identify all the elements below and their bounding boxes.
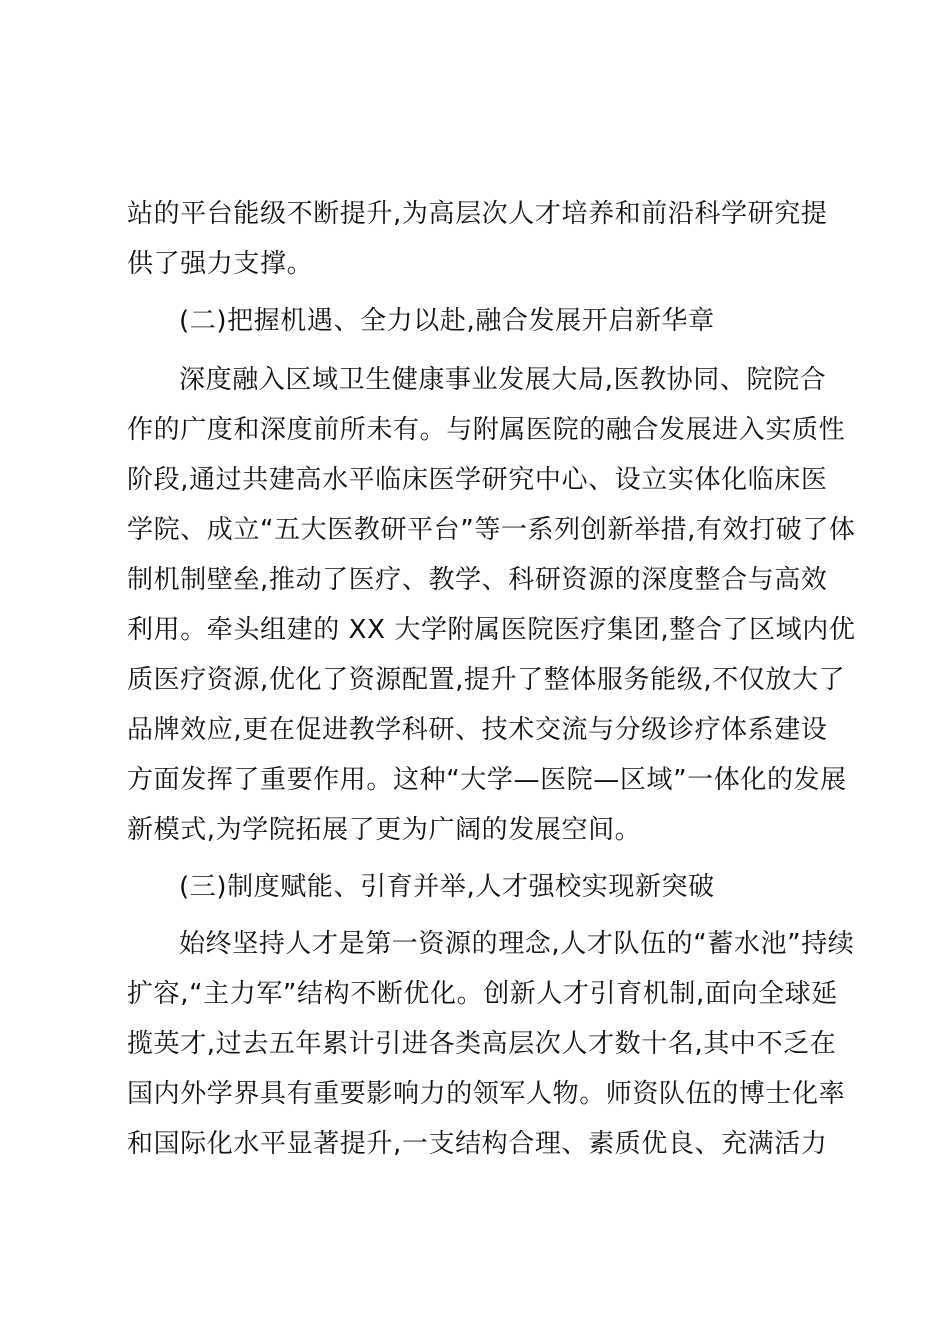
- paragraph-line: 扩容,“主力军”结构不断优化。创新人才引育机制,面向全球延: [127, 979, 838, 1009]
- paragraph-line: 新模式,为学院拓展了更为广阔的发展空间。: [127, 815, 642, 845]
- paragraph-line: 方面发挥了重要作用。这种“大学—医院—区域”一体化的发展: [127, 765, 847, 795]
- paragraph-line: 站的平台能级不断提升,为高层次人才培养和前沿科学研究提: [127, 199, 828, 229]
- paragraph-line: 供了强力支撑。: [127, 249, 314, 279]
- section-heading-3: (三)制度赋能、引育并举,人才强校实现新突破: [179, 872, 715, 902]
- paragraph-line: 作的广度和深度前所未有。与附属医院的融合发展进入实质性: [127, 415, 846, 445]
- paragraph-line: 制机制壁垒,推动了医疗、教学、科研资源的深度整合与高效: [127, 565, 828, 595]
- section-heading-2: (二)把握机遇、全力以赴,融合发展开启新华章: [179, 306, 715, 336]
- paragraph-line: 国内外学界具有重要影响力的领军人物。师资队伍的博士化率: [127, 1079, 846, 1109]
- paragraph-line: 阶段,通过共建高水平临床医学研究中心、设立实体化临床医: [127, 465, 828, 495]
- paragraph-line: 揽英才,过去五年累计引进各类高层次人才数十名,其中不乏在: [127, 1029, 837, 1059]
- paragraph-line: 质医疗资源,优化了资源配置,提升了整体服务能级,不仅放大了: [127, 665, 846, 695]
- paragraph-line: 始终坚持人才是第一资源的理念,人才队伍的“蓄水池”持续: [179, 929, 855, 959]
- paragraph-line: 和国际化水平显著提升,一支结构合理、素质优良、充满活力: [127, 1129, 828, 1159]
- paragraph-line: 学院、成立“五大医教研平台”等一系列创新举措,有效打破了体: [127, 515, 856, 545]
- paragraph-line: 利用。牵头组建的 XX 大学附属医院医疗集团,整合了区域内优: [127, 615, 856, 645]
- paragraph-line: 深度融入区域卫生健康事业发展大局,医教协同、院院合: [179, 365, 827, 395]
- paragraph-line: 品牌效应,更在促进教学科研、技术交流与分级诊疗体系建设: [127, 715, 828, 745]
